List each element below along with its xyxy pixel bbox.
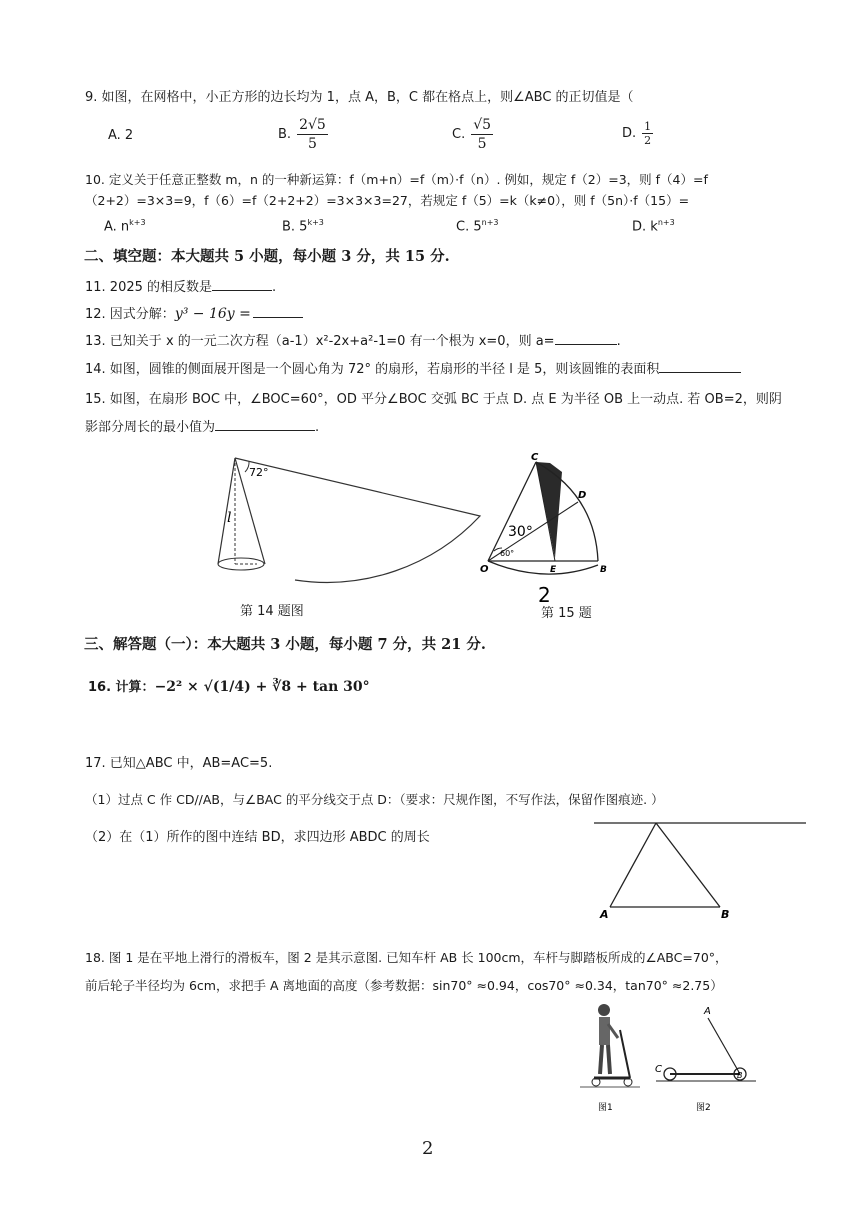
q11-text: 11. 2025 的相反数是 <box>85 280 213 295</box>
figure-15-caption: 第 15 题 <box>541 606 592 621</box>
q14-blank[interactable] <box>659 360 741 373</box>
q10-option-b-text: B. 5 <box>282 219 308 235</box>
q16 <box>88 676 370 695</box>
q13-text: 13. 已知关于 x 的一元二次方程（a-1）x²-2x+a²-1=0 有一个根为 x=0，则 a= <box>85 334 555 349</box>
q9-option-c-label: C. <box>452 127 466 142</box>
label-60: 60° <box>500 549 515 558</box>
label-e: E <box>550 565 557 575</box>
q10-option-c-sup: n+3 <box>481 218 499 227</box>
q15-line1: 15. 如图，在扇形 BOC 中，∠BOC=60°，OD 平分∠BOC 交弧 BC 于点 D. 点 E 为半径 OB 上一动点. 若 OB=2，则阴 <box>85 392 782 407</box>
q16-math: −2² × √(1/4) + ∛8 + tan 30° <box>154 679 370 695</box>
q10-option-a <box>104 218 146 234</box>
person-leg <box>608 1045 610 1074</box>
side-ac <box>610 823 656 907</box>
label-a: A <box>600 908 609 919</box>
label-2: 2 <box>538 583 551 607</box>
frac-den: 5 <box>477 136 487 152</box>
q12 <box>85 303 303 322</box>
caption-fig2: 图2 <box>696 1103 711 1113</box>
q9-option-b-frac <box>297 116 328 153</box>
frac-num: 1 <box>644 120 652 133</box>
figure-15 <box>470 450 630 615</box>
q10-option-a-sup: k+3 <box>129 218 146 227</box>
label-o: O <box>480 564 489 575</box>
figure-14 <box>205 450 485 590</box>
q12-text: 12. 因式分解： <box>85 307 175 322</box>
q11: 11. 2025 的相反数是 . <box>85 280 277 295</box>
sector-outline <box>235 458 480 582</box>
q10-option-b <box>282 218 324 234</box>
q10-option-a-text: A. n <box>104 219 130 235</box>
label-b: B <box>737 1071 743 1080</box>
side-bc <box>656 823 720 907</box>
section-3-heading: 三、解答题（一）：本大题共 3 小题，每小题 7 分，共 21 分. <box>84 636 486 653</box>
q17-line3: （2）在（1）所作的图中连结 BD，求四边形 ABDC 的周长 <box>85 830 430 845</box>
q13: 13. 已知关于 x 的一元二次方程（a-1）x²-2x+a²-1=0 有一个根为 x=0，则 a= . <box>85 334 621 349</box>
label-30: 30° <box>508 524 533 540</box>
page-number: 2 <box>422 1138 434 1159</box>
q11-blank[interactable] <box>212 278 272 291</box>
radius-oc <box>488 462 536 561</box>
label-b: B <box>721 908 730 919</box>
q10-line1: 10. 定义关于任意正整数 m，n 的一种新运算：f（m+n）=f（m）·f（n）. 例如，规定 f（2）=3，则 f（4）=f <box>85 172 708 187</box>
q15-blank[interactable] <box>215 418 315 431</box>
rod-ab <box>708 1018 740 1074</box>
figure-17 <box>594 814 809 919</box>
angle-72-label: 72° <box>249 466 269 479</box>
q10-option-d-text: D. k <box>632 219 658 235</box>
label-a: A <box>704 1006 711 1017</box>
q16-text: 16. 计算： <box>88 680 155 695</box>
frac-den: 2 <box>644 134 652 147</box>
q15-line2: 影部分周长的最小值为 . <box>85 420 320 435</box>
q12-math: y³ − 16y = <box>174 306 251 322</box>
q18-line1: 18. 图 1 是在平地上滑行的滑板车，图 2 是其示意图. 已知车杆 AB 长 100cm，车杆与脚踏板所成的∠ABC=70°， <box>85 950 728 965</box>
q10-option-d <box>632 218 675 234</box>
caption-fig1: 图1 <box>598 1103 613 1113</box>
q14 <box>85 358 741 377</box>
figure-14-caption: 第 14 题图 <box>240 604 304 619</box>
q13-blank[interactable] <box>555 332 617 345</box>
q9-option-b <box>278 116 328 153</box>
q10-option-c <box>456 218 499 234</box>
label-c: C <box>655 1064 662 1075</box>
brace <box>488 561 598 574</box>
q17-line2: （1）过点 C 作 CD//AB，与∠BAC 的平分线交于点 D：（要求：尺规作图，不写作法，保留作图痕迹. ） <box>85 792 664 807</box>
label-d: D <box>578 490 587 501</box>
q17-line1: 17. 已知△ABC 中，AB=AC=5. <box>85 756 273 771</box>
frac-num: √5 <box>473 117 492 133</box>
q18-line2: 前后轮子半径均为 6cm，求把手 A 离地面的高度（参考数据：sin70° ≈0.94，cos70° ≈0.34，tan70° ≈2.75） <box>85 978 723 993</box>
frac-den: 5 <box>307 136 317 152</box>
q9-option-d-frac <box>642 120 653 147</box>
person-body <box>599 1017 610 1045</box>
scooter-bar <box>620 1030 630 1078</box>
section-2-heading: 二、填空题：本大题共 5 小题，每小题 3 分，共 15 分. <box>84 248 450 265</box>
q14-text: 14. 如图，圆锥的侧面展开图是一个圆心角为 72° 的扇形，若扇形的半径 l 是 5，则该圆锥的表面积 <box>85 362 660 377</box>
q15-line2-text: 影部分周长的最小值为 <box>85 420 216 435</box>
q9-option-a: A. 2 <box>108 128 134 143</box>
q9-option-c-frac <box>471 116 493 153</box>
q10-option-d-sup: n+3 <box>657 218 675 227</box>
person-head-icon <box>598 1004 610 1016</box>
figure-18 <box>580 1000 770 1115</box>
q9-option-d <box>622 120 653 147</box>
q10-option-c-text: C. 5 <box>456 219 482 235</box>
q10-line2: （2+2）=3×3=9，f（6）=f（2+2+2）=3×3×3=27，若规定 f（5）=k（k≠0），则 f（5n）·f（15）= <box>85 193 690 208</box>
q9-option-b-label: B. <box>278 127 292 142</box>
q9-option-d-label: D. <box>622 126 637 141</box>
q9-text: 9. 如图，在网格中，小正方形的边长均为 1，点 A，B，C 都在格点上，则∠ABC 的正切值是（ <box>85 90 634 105</box>
label-c: C <box>531 452 539 463</box>
q9-option-c <box>452 116 493 153</box>
q10-option-b-sup: k+3 <box>307 218 324 227</box>
frac-num: 2√5 <box>299 117 326 133</box>
person-leg <box>600 1045 602 1074</box>
slant-l-label: l <box>227 510 232 526</box>
label-b: B <box>600 565 607 575</box>
q12-blank[interactable] <box>253 305 303 318</box>
